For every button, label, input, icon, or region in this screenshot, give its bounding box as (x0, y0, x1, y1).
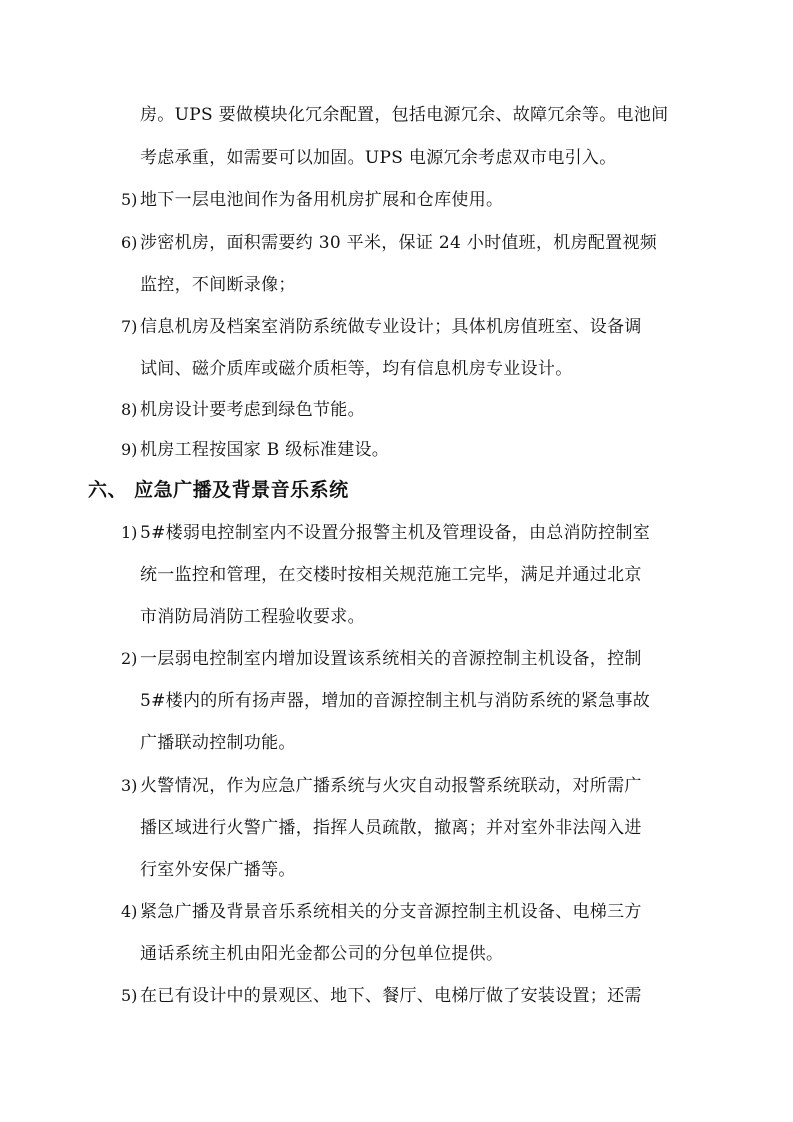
paragraph-line: 考虑承重，如需要可以加固。UPS 电源冗余考虑双市电引入。 (140, 148, 617, 168)
section-heading: 六、 应急广播及背景音乐系统 (88, 479, 349, 501)
list-item-text: 播区域进行火警广播，指挥人员疏散，撤离；并对室外非法闯入进 (140, 818, 642, 838)
list-item-text: 广播联动控制功能。 (140, 733, 296, 753)
list-number: 3) (121, 776, 138, 795)
list-item-text: 机房工程按国家 B 级标准建设。 (140, 440, 390, 460)
list-number: 7) (121, 317, 138, 336)
list-item-text: 涉密机房，面积需要约 30 平米，保证 24 小时值班，机房配置视频 (140, 233, 658, 253)
list-item-text: 统一监控和管理，在交楼时按相关规范施工完毕，满足并通过北京 (140, 565, 642, 585)
list-item-text: 试间、磁介质库或磁介质柜等，均有信息机房专业设计。 (140, 359, 573, 379)
list-item-text: 火警情况，作为应急广播系统与火灾自动报警系统联动，对所需广 (140, 776, 642, 796)
list-item-text: 市消防局消防工程验收要求。 (140, 607, 365, 627)
list-number: 1) (121, 523, 138, 542)
list-number: 4) (121, 902, 138, 921)
list-number: 5) (121, 986, 138, 1005)
list-item-text: 机房设计要考虑到绿色节能。 (140, 400, 365, 420)
list-item-text: 地下一层电池间作为备用机房扩展和仓库使用。 (140, 190, 504, 210)
list-number: 2) (121, 649, 138, 668)
list-number: 8) (121, 400, 138, 419)
list-item-text: 一层弱电控制室内增加设置该系统相关的音源控制主机设备，控制 (140, 649, 642, 669)
list-item-text: 通话系统主机由阳光金都公司的分包单位提供。 (140, 944, 504, 964)
list-item-text: 在已有设计中的景观区、地下、餐厅、电梯厅做了安装设置；还需 (140, 986, 642, 1006)
list-number: 6) (121, 233, 138, 252)
list-item-text: 信息机房及档案室消防系统做专业设计；具体机房值班室、设备调 (140, 317, 642, 337)
list-item-text: 5#楼弱电控制室内不设置分报警主机及管理设备，由总消防控制室 (140, 523, 651, 543)
list-number: 9) (121, 440, 138, 459)
paragraph-line: 房。UPS 要做模块化冗余配置，包括电源冗余、故障冗余等。电池间 (140, 105, 669, 125)
list-item-text: 行室外安保广播等。 (140, 860, 296, 880)
list-item-text: 5#楼内的所有扬声器，增加的音源控制主机与消防系统的紧急事故 (140, 691, 651, 711)
list-number: 5) (121, 190, 138, 209)
list-item-text: 监控，不间断录像； (140, 275, 296, 295)
list-item-text: 紧急广播及背景音乐系统相关的分支音源控制主机设备、电梯三方 (140, 902, 642, 922)
